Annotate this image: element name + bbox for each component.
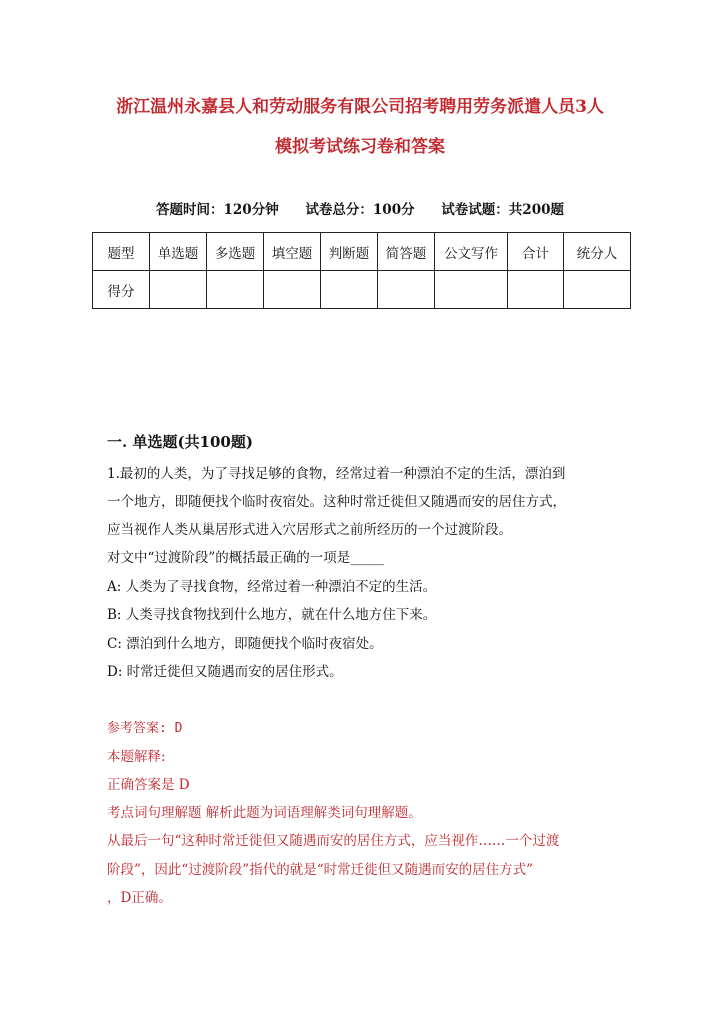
score-table-header: 合计 (508, 233, 564, 271)
option-a: A: 人类为了寻找食物，经常过着一种漂泊不定的生活。 (107, 579, 437, 595)
answer-detail-line-3: ，D正确。 (107, 890, 172, 906)
score-table-header: 多选题 (207, 233, 264, 271)
question-stem-line-3: 应当视作人类从巢居形式进入穴居形式之前所经历的一个过渡阶段。 (107, 522, 512, 538)
question-stem-line-1: 1.最初的人类，为了寻找足够的食物，经常过着一种漂泊不定的生活，漂泊到 (107, 466, 566, 482)
question-prompt: 对文中“过渡阶段”的概括最正确的一项是_____ (107, 550, 385, 566)
exam-info (60, 200, 660, 220)
score-cell (378, 271, 435, 309)
document-title-line-1: 浙江温州永嘉县人和劳动服务有限公司招考聘用劳务派遣人员3人 (116, 97, 604, 117)
score-table-score-row (93, 271, 631, 309)
score-table-header: 题型 (93, 233, 150, 271)
score-table-header: 公文写作 (435, 233, 508, 271)
exam-total-score: 试卷总分：100分 (305, 202, 415, 218)
answer-detail-line-1: 从最后一句“这种时常迁徙但又随遇而安的居住方式，应当视作……一个过渡 (107, 833, 560, 849)
score-table-header: 填空题 (264, 233, 321, 271)
score-cell (508, 271, 564, 309)
score-cell (150, 271, 207, 309)
score-cell (564, 271, 631, 309)
correct-answer: 正确答案是 D (107, 777, 190, 793)
option-d: D: 时常迁徙但又随遇而安的居住形式。 (107, 664, 343, 680)
score-table (92, 232, 631, 309)
score-cell (207, 271, 264, 309)
answer-detail-line-2: 阶段”，因此“过渡阶段”指代的就是“时常迁徙但又随遇而安的居住方式” (107, 862, 534, 878)
score-table-header-row (93, 233, 631, 271)
document-title-line-2: 模拟考试练习卷和答案 (275, 137, 445, 157)
score-table-header: 简答题 (378, 233, 435, 271)
exam-question-count: 试卷试题：共200题 (441, 202, 564, 218)
section-heading: 一. 单选题(共100题) (107, 433, 253, 451)
score-cell (264, 271, 321, 309)
question-stem-line-2: 一个地方，即随便找个临时夜宿处。这种时常迁徙但又随遇而安的居住方式， (107, 494, 566, 510)
score-table-header: 统分人 (564, 233, 631, 271)
score-row-label: 得分 (93, 271, 150, 309)
score-table-header: 单选题 (150, 233, 207, 271)
score-cell (321, 271, 378, 309)
answer-point: 考点词句理解题 解析此题为词语理解类词句理解题。 (107, 805, 422, 821)
score-table-header: 判断题 (321, 233, 378, 271)
explanation-label: 本题解释: (107, 749, 166, 765)
option-b: B: 人类寻找食物找到什么地方，就在什么地方住下来。 (107, 607, 437, 623)
score-cell (435, 271, 508, 309)
exam-time: 答题时间：120分钟 (156, 202, 279, 218)
option-c: C: 漂泊到什么地方，即随便找个临时夜宿处。 (107, 636, 383, 652)
reference-answer: 参考答案: D (107, 721, 183, 736)
